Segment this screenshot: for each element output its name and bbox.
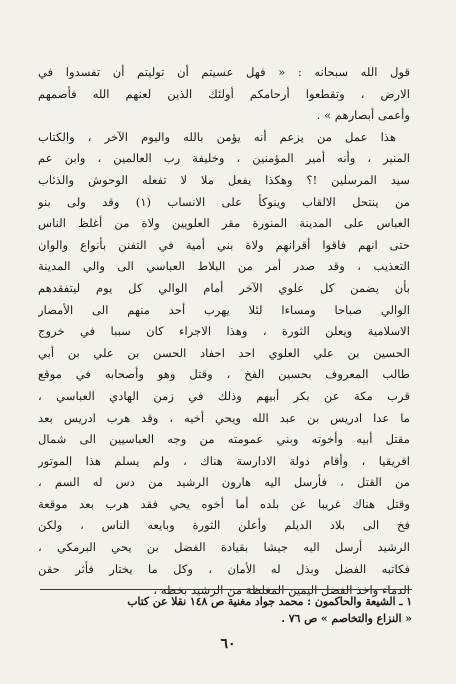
text-line: بأن يضمن كل علوي الآخر أمام الوالي كل يوم ليتفقدهم <box>38 280 410 295</box>
footnote-separator <box>40 589 412 590</box>
text-line: من القتل ، فأرسل اليه هارون الرشيد من دس له السم ، <box>38 475 410 490</box>
text-line: قول الله سبحانه : « فهل عسيتم أن توليتم أن تفسدوا في <box>38 65 410 79</box>
text-line: سيد المرسلين !؟ وهكذا يفعل ملا لا تفعله الوحوش والذئاب <box>38 172 410 187</box>
text-line: العباس على المدينة المنورة مقر العلويين ولاة من أغلظ الناس <box>38 216 410 231</box>
text-line: وقتل هناك غريبا عن بلده أما أخوه يحي فقد هرب بعد موقعة <box>38 496 410 511</box>
text-line: حتى انهم فاقوا أقرانهم ولاة بني أمية في التفنن بأنواع والوان <box>38 237 410 252</box>
text-line: طالب المعروف بحسين الفخ ، وقتل وهو وأصحابه في موقع <box>38 367 410 382</box>
text-line: الدماء واخذ الفضل اليمين المغلظة من الرشيد بخطه ، <box>153 583 410 598</box>
text-line: الارض ، وتقطعوا أرحامكم أولئك الذين لعنهم الله فأصمهم <box>38 86 410 101</box>
text-line: ما عدا ادريس بن عبد الله ويحي أخيه ، وقد هرب ادريس بعد <box>38 410 410 425</box>
footnote-line: « النزاع والتخاصم » ص ٧٦ . <box>281 612 412 625</box>
text-line: هذا عمل من يزعم أنه يؤمن بالله واليوم الآخر ، والكتاب <box>38 129 396 144</box>
text-line: المنير ، وأنه أمير المؤمنين ، وخليفة رب العالمين ، وابن عم <box>38 151 410 166</box>
page-number: ٦٠ <box>220 636 236 652</box>
main-text <box>38 62 410 602</box>
text-line: وأعمى أبصارهم » . <box>316 108 410 123</box>
text-line: فكاتبه الفضل وبذل له الأمان ، وكل ما يختار فأثر حقن <box>38 561 410 576</box>
footnote <box>40 593 412 627</box>
text-line: من ينتحل الالقاب وينوكأ على الانساب (١) وقد ولى بنو <box>38 194 410 209</box>
text-line: الاسلامية ويعلن الثورة ، وهذا الاجراء كان سببا في خروج <box>38 324 410 339</box>
text-line: قرب مكة عن بكر أبيهم وذلك في زمن الهادي العباسي ، <box>38 388 410 403</box>
text-line: افريقيا ، وأقام دولة الادارسة هناك ، ولم يسلم هذا الموتور <box>38 453 410 468</box>
text-line: فخ الى بلاد الديلم وأعلن الثورة وبايعه الناس ، ولكن <box>38 518 410 533</box>
text-line: الوالي صباحا ومساءا لئلا يهرب أحد منهم الى الأمصار <box>38 302 410 317</box>
text-line: الحسين بن علي العلوي احد احفاد الحسن بن علي بن أبي <box>38 345 410 360</box>
text-line: مقتل أبيه وأخوته وبني عمومته من وجه العباسيين الى شمال <box>38 432 410 447</box>
text-line: التعذيب ، وقد صدر أمر من البلاط العباسي الى والي المدينة <box>38 259 410 274</box>
text-line: الرشيد أرسل اليه جيشا بقيادة الفضل بن يحي البرمكي ، <box>38 540 410 555</box>
footnote-line: ١ ـ الشيعة والحاكمون : محمد جواد مغنية ص ١٤٨ نقلا عن كتاب <box>127 595 412 608</box>
